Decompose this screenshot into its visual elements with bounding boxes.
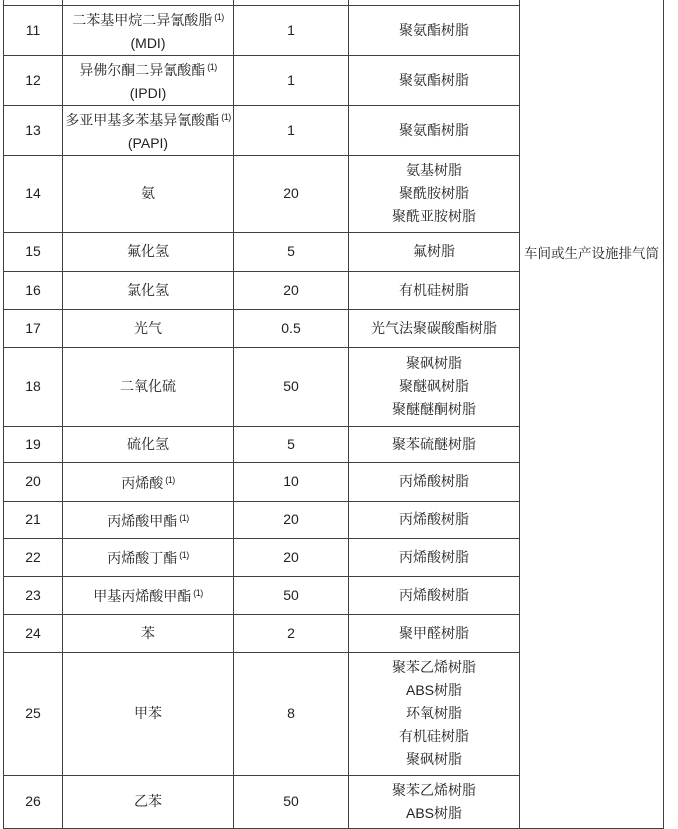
pollutant-name-line [63, 375, 233, 398]
resin-type-line: 丙烯酸树脂 [399, 511, 469, 527]
limit-value-cell: 50 [234, 347, 349, 426]
limit-value-cell: 2 [234, 614, 349, 652]
resin-type-line: ABS树脂 [405, 804, 462, 821]
resin-type-line: 聚砜树脂 [406, 355, 462, 371]
pollutant-name-line [63, 32, 233, 55]
pollutant-name-cell [63, 775, 234, 828]
resin-type-line: 光气法聚碳酸酯树脂 [371, 319, 497, 336]
pollutant-name-line [63, 279, 233, 302]
footnote-superscript: (1) [207, 61, 217, 72]
resin-type-line: 聚醚醚酮树脂 [392, 401, 476, 417]
row-number-cell: 14 [4, 155, 63, 232]
pollutant-name-line [63, 582, 233, 608]
row-number-cell: 12 [4, 55, 63, 105]
row-number-cell: 16 [4, 271, 63, 309]
pollutant-name-line [63, 507, 233, 533]
resin-type-line: 有机硅树脂 [399, 728, 469, 744]
resin-type-line: 氨基树脂 [406, 162, 462, 178]
pollutant-name-text: 甲苯 [134, 705, 162, 721]
resin-type-line: 聚酰亚胺树脂 [392, 208, 476, 224]
row-number-cell: 19 [4, 426, 63, 462]
pollutant-name-line [63, 433, 233, 456]
pollutant-name-cell [63, 271, 234, 309]
resin-type-line: ABS树脂 [405, 682, 462, 698]
pollutant-name-text: 光气 [134, 319, 162, 336]
footnote-superscript: (1) [193, 588, 203, 598]
resin-type-line: 聚醚砜树脂 [399, 378, 469, 394]
pollutant-name-text: 乙苯 [134, 793, 162, 809]
pollutant-name-line [63, 317, 233, 340]
resin-type-cell [349, 576, 520, 614]
resin-type-cell [349, 105, 520, 155]
pollutant-name-cell [63, 347, 234, 426]
row-number-cell: 15 [4, 232, 63, 271]
pollutant-name-text: 二苯基甲烷二异氰酸脂 [72, 11, 213, 28]
resin-type-cell [349, 426, 520, 462]
emission-limits-table [3, 0, 664, 829]
pollutant-name-text: 丙烯酸 [121, 474, 164, 491]
pollutant-name-line [63, 240, 233, 263]
footnote-superscript: (1) [221, 111, 231, 122]
outlet-label: 车间或生产设施排气筒 [524, 246, 659, 261]
pollutant-name-text: (PAPI) [127, 134, 169, 151]
pollutant-name-cell [63, 426, 234, 462]
resin-type-line: 聚氨酯树脂 [399, 121, 469, 138]
pollutant-name-text: 异佛尔酮二异氰酸酯 [79, 61, 206, 78]
pollutant-name-text: 氯化氢 [127, 281, 169, 298]
row-number-cell: 13 [4, 105, 63, 155]
resin-type-line: 丙烯酸树脂 [399, 473, 469, 489]
pollutant-name-cell [63, 652, 234, 775]
row-number-cell: 24 [4, 614, 63, 652]
row-number-cell: 21 [4, 501, 63, 538]
limit-value-cell: 8 [234, 652, 349, 775]
row-number-cell: 22 [4, 538, 63, 576]
pollutant-name-cell [63, 55, 234, 105]
pollutant-name-cell [63, 232, 234, 271]
pollutant-name-text: 硫化氢 [127, 435, 169, 452]
pollutant-name-line [63, 56, 233, 82]
limit-value-cell: 5 [234, 232, 349, 271]
pollutant-name-text: 苯 [141, 624, 155, 641]
row-number-cell: 23 [4, 576, 63, 614]
limit-value-cell: 50 [234, 576, 349, 614]
row-number-cell: 11 [4, 5, 63, 55]
resin-type-cell [349, 309, 520, 347]
pollutant-name-line [63, 6, 233, 32]
limit-value-cell: 20 [234, 501, 349, 538]
limit-value-cell: 20 [234, 271, 349, 309]
limit-value-cell: 1 [234, 5, 349, 55]
pollutant-name-line [63, 469, 233, 495]
pollutant-name-text: 丙烯酸甲酯 [107, 512, 178, 529]
pollutant-name-text: 丙烯酸丁酯 [107, 550, 178, 566]
resin-type-cell [349, 775, 520, 828]
resin-type-line: 聚甲醛树脂 [399, 624, 469, 641]
pollutant-name-line [63, 106, 233, 132]
pollutant-name-line [63, 182, 233, 205]
pollutant-name-cell [63, 105, 234, 155]
resin-type-line: 聚氨酯树脂 [399, 71, 469, 88]
resin-type-line: 有机硅树脂 [399, 281, 469, 298]
pollutant-name-cell [63, 614, 234, 652]
pollutant-name-cell [63, 462, 234, 501]
resin-type-line: 聚苯乙烯树脂 [392, 659, 476, 675]
limit-value-cell: 50 [234, 775, 349, 828]
resin-type-line: 丙烯酸树脂 [399, 586, 469, 603]
pollutant-name-text: 氨 [141, 185, 155, 201]
resin-type-line: 聚酰胺树脂 [399, 185, 469, 201]
row-number-cell: 25 [4, 652, 63, 775]
pollutant-name-cell [63, 501, 234, 538]
row-number-cell: 17 [4, 309, 63, 347]
resin-type-cell [349, 462, 520, 501]
pollutant-name-cell [63, 5, 234, 55]
limit-value-cell: 1 [234, 105, 349, 155]
resin-type-line: 聚苯乙烯树脂 [392, 781, 476, 798]
limit-value-cell: 1 [234, 55, 349, 105]
resin-type-cell [349, 652, 520, 775]
limit-value-cell: 20 [234, 538, 349, 576]
resin-type-cell [349, 347, 520, 426]
resin-type-line: 氟树脂 [413, 243, 455, 259]
resin-type-cell [349, 538, 520, 576]
resin-type-line: 丙烯酸树脂 [399, 548, 469, 565]
table-body [4, 0, 664, 828]
pollutant-name-text: 二氧化硫 [120, 378, 176, 394]
resin-type-line: 环氧树脂 [406, 705, 462, 721]
resin-type-line: 聚苯硫醚树脂 [392, 435, 476, 452]
pollutant-name-cell [63, 309, 234, 347]
pollutant-name-cell [63, 155, 234, 232]
pollutant-name-line [63, 82, 233, 105]
limit-value-cell: 5 [234, 426, 349, 462]
footnote-superscript: (1) [214, 11, 224, 22]
pollutant-name-text: 氟化氢 [127, 243, 169, 259]
resin-type-cell [349, 5, 520, 55]
resin-type-cell [349, 614, 520, 652]
limit-value-cell: 20 [234, 155, 349, 232]
resin-type-cell [349, 55, 520, 105]
outlet-merged-cell [520, 0, 664, 828]
resin-type-cell [349, 232, 520, 271]
resin-type-cell [349, 501, 520, 538]
pollutant-name-line [63, 622, 233, 645]
pollutant-name-text: 多亚甲基多苯基异氰酸酯 [65, 111, 220, 128]
pollutant-name-cell [63, 538, 234, 576]
pollutant-name-line [63, 544, 233, 570]
pollutant-name-text: (MDI) [130, 34, 166, 51]
row-number-cell: 18 [4, 347, 63, 426]
pollutant-name-line [63, 702, 233, 725]
limit-value-cell: 10 [234, 462, 349, 501]
footnote-superscript: (1) [179, 512, 189, 523]
pollutant-name-line [63, 790, 233, 813]
row-number-cell: 26 [4, 775, 63, 828]
limit-value-cell: 0.5 [234, 309, 349, 347]
resin-type-cell [349, 155, 520, 232]
resin-type-line: 聚砜树脂 [406, 751, 462, 767]
resin-type-cell [349, 271, 520, 309]
footnote-superscript: (1) [179, 550, 189, 560]
pollutant-name-text: (IPDI) [129, 84, 167, 101]
footnote-superscript: (1) [165, 474, 175, 485]
resin-type-line: 聚氨酯树脂 [399, 21, 469, 38]
pollutant-name-text: 甲基丙烯酸甲酯 [93, 588, 192, 604]
pollutant-name-line [63, 132, 233, 155]
row-number-cell: 20 [4, 462, 63, 501]
pollutant-name-cell [63, 576, 234, 614]
